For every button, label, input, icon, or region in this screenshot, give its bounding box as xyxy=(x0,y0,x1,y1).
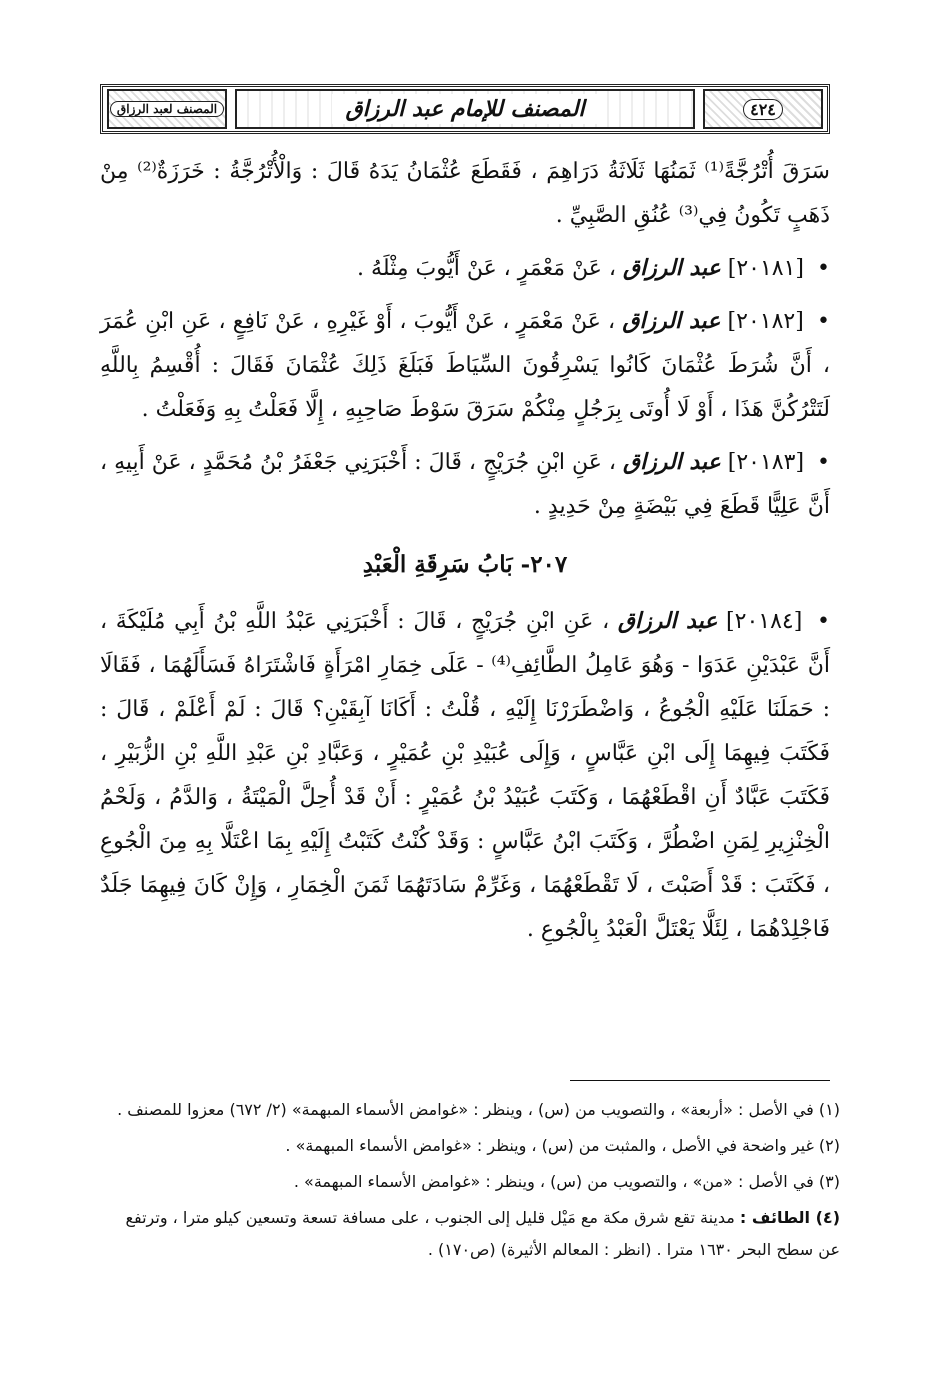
hadith-text: ، عَنْ مَعْمَرٍ ، عَنْ أَيُّوبَ مِثْلَهُ . xyxy=(357,256,616,281)
paragraph-continuation: سَرَقَ أُتْرُجَّةً⁽¹⁾ ثَمَنُهَا ثَلَاثَةُ دَرَاهِمَ ، فَقَطَعَ عُثْمَانُ يَدَهُ قَالَ : وَالْأُتْرُجَّةُ : خَرَزَةٌ⁽²⁾ مِنْ ذَهَبٍ تَكُونُ فِي⁽³⁾ عُنُقِ الصَّبِيِّ . xyxy=(100,159,830,228)
hadith-20182 xyxy=(100,299,830,432)
hadith-text: ، عَنِ ابْنِ جُرَيْجٍ ، قَالَ : أَخْبَرَنِي جَعْفَرُ بْنُ مُحَمَّدٍ ، عَنْ أَبِيهِ ، أَنَّ عَلِيًّا قَطَعَ فِي بَيْضَةٍ مِنْ حَدِيدٍ . xyxy=(100,450,830,519)
hadith-20181 xyxy=(100,246,830,291)
page-number: ٤٢٤ xyxy=(743,99,783,120)
narrator-name: عبد الرزاق xyxy=(622,308,721,334)
narrator-name: عبد الرزاق xyxy=(617,608,718,634)
header-seal xyxy=(107,89,227,129)
book-title: المصنف للإمام عبد الرزاق xyxy=(332,94,599,124)
hadith-number: [٢٠١٨١] xyxy=(727,256,805,281)
footnote-3: (٣) في الأصل : «من» ، والتصويب من (س) ، وينظر : «غوامض الأسماء المبهمة» . xyxy=(293,1172,840,1191)
chapter-heading: ٢٠٧- بَابُ سَرِقَةِ الْعَبْدِ xyxy=(362,551,568,578)
seal-text: المصنف لعبد الرزاق xyxy=(110,101,224,117)
hadith-number: [٢٠١٨٢] xyxy=(727,309,804,334)
hadith-text: ، عَنِ ابْنِ جُرَيْجٍ ، قَالَ : أَخْبَرَنِي عَبْدُ اللَّهِ بْنُ أَبِي مُلَيْكَةَ ، أَنَّ عَبْدَيْنِ عَدَوَا - وَهُوَ عَامِلُ الطَّائِفِ⁽⁴⁾ - عَلَى خِمَارِ امْرَأَةٍ فَاشْتَرَاهُ فَسَأَلَهُمَا ، فَقَالَا : حَمَلَنَا عَلَيْهِ الْجُوعُ ، وَاضْطَرَرْنَا إِلَيْهِ ، قُلْتُ : أَكَانَا آبِقَيْنِ؟ قَالَ : لَمْ أَعْلَمْ ، قَالَ : فَكَتَبَ فِيهِمَا إِلَى ابْنِ عَبَّاسٍ ، وَإِلَى عُبَيْدِ بْنِ عُمَيْرٍ ، وَعَبَّادِ بْنِ عَبْدِ اللَّهِ بْنِ الزُّبَيْرِ ، فَكَتَبَ عَبَّادٌ أَنِ اقْطَعْهُمَا ، وَكَتَبَ عُبَيْدُ بْنُ عُمَيْرٍ : أَنْ قَدْ أُحِلَّ الْمَيْتَةُ ، وَالدَّمُ ، وَلَحْمُ الْخِنْزِيرِ لِمَنِ اضْطُرَّ ، وَكَتَبَ ابْنُ عَبَّاسٍ : وَقَدْ كُنْتُ كَتَبْتُ إِلَيْهِ بِمَا اعْتَلَّا بِهِ مِنَ الْجُوعِ ، فَكَتَبَ : قَدْ أَصَبْتَ ، لَا تَقْطَعْهُمَا ، وَغَرِّمْ سَادَتَهُمَا ثَمَنَ الْخِمَارِ ، وَإِنْ كَانَ فِيهِمَا جَلَدٌ فَاجْلِدْهُمَا ، لِئَلَّا يَعْتَلَّ الْعَبْدُ بِالْجُوعِ . xyxy=(100,609,831,942)
footnote-4-label: (٤) الطائف : xyxy=(739,1208,840,1227)
hadith-20184 xyxy=(100,599,830,952)
page-header xyxy=(100,84,830,134)
page-number-box xyxy=(703,89,823,129)
header-title-band xyxy=(235,89,695,129)
hadith-number: [٢٠١٨٤] xyxy=(726,609,803,634)
hadith-text: ، عَنْ مَعْمَرٍ ، عَنْ أَيُّوبَ ، أَوْ غَيْرِهِ ، عَنْ نَافِعٍ ، عَنِ ابْنِ عُمَرَ ، أَنَّ شُرَطَ عُثْمَانَ كَانُوا يَسْرِقُونَ السِّيَاطَ فَبَلَغَ ذَلِكَ عُثْمَانَ فَقَالَ : أُقْسِمُ بِاللَّهِ لَتَتْرُكُنَّ هَذَا ، أَوْ لَا أُوتَى بِرَجُلٍ مِنْكُمْ سَرَقَ سَوْطَ صَاحِبِهِ ، إِلَّا فَعَلْتُ بِهِ وَفَعَلْتُ . xyxy=(100,309,830,422)
hadith-number: [٢٠١٨٣] xyxy=(727,450,805,475)
narrator-name: عبد الرزاق xyxy=(623,255,721,281)
main-text xyxy=(100,150,830,960)
hadith-20183 xyxy=(100,440,830,529)
footnote-1: (١) في الأصل : «أربعة» ، والتصويب من (س) ، وينظر : «غوامض الأسماء المبهمة» (٢/ ٦٧٢) معزوا للمصنف . xyxy=(117,1100,840,1119)
narrator-name: عبد الرزاق xyxy=(623,449,721,475)
footnote-separator xyxy=(570,1080,830,1081)
footnote-4 xyxy=(100,1202,840,1266)
footnotes xyxy=(100,1094,840,1270)
footnote-4-text: مدينة تقع شرق مكة مع مَيْل قليل إلى الجنوب ، على مسافة تسعة وتسعين كيلو مترا ، وترتفع عن سطح البحر ١٦٣٠ مترا . (انظر : المعالم الأثيرة) (ص١٧٠) . xyxy=(125,1208,840,1259)
footnote-2: (٢) غير واضحة في الأصل ، والمثبت من (س) ، وينظر : «غوامض الأسماء المبهمة» . xyxy=(285,1136,840,1155)
